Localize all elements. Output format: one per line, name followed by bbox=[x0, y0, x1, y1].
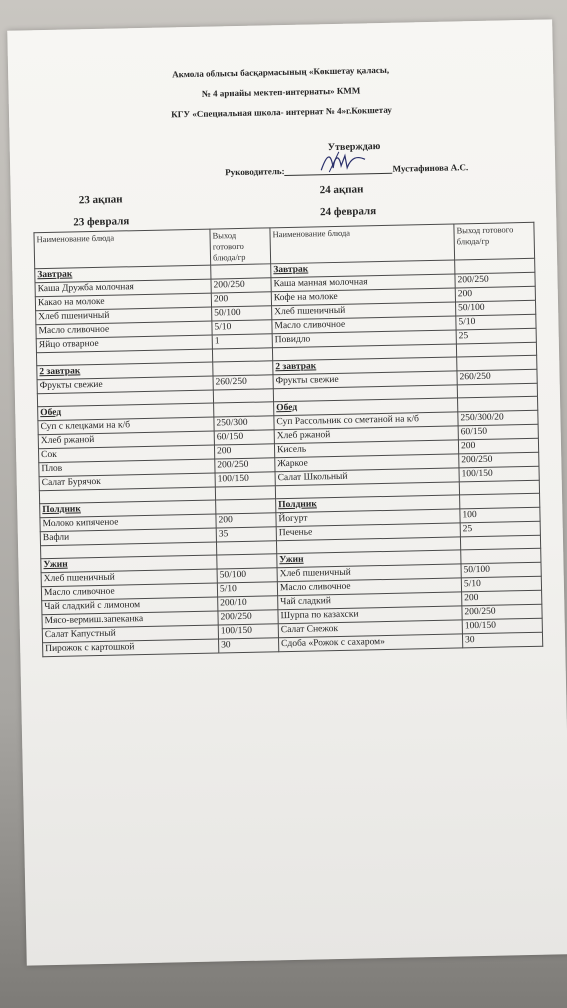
dish-yield: 35 bbox=[216, 527, 276, 542]
dish-yield: 200/250 bbox=[211, 278, 271, 293]
dish-name: Хлеб пшеничный bbox=[41, 569, 217, 587]
dish-name: Кисель bbox=[274, 440, 458, 458]
dish-name: Салат Бурячок bbox=[39, 473, 215, 491]
dish-name: Пирожок с картошкой bbox=[43, 639, 219, 657]
dish-yield bbox=[214, 402, 274, 417]
dish-name: Повидло bbox=[272, 330, 456, 348]
dish-name: Фрукты свежие bbox=[37, 376, 213, 394]
dish-name: Салат Капустный bbox=[42, 625, 218, 643]
approval-title: Утверждаю bbox=[327, 141, 381, 154]
dish-yield: 200 bbox=[214, 444, 274, 459]
dish-yield: 100/150 bbox=[462, 618, 542, 634]
header-line-2: № 4 арнайы мектеп-интернаты» КММ bbox=[201, 85, 361, 99]
dish-yield: 50/100 bbox=[461, 562, 541, 578]
director-name: Мустафинова А.С. bbox=[392, 162, 469, 174]
dish-name: Хлеб пшеничный bbox=[36, 307, 212, 325]
dish-yield: 25 bbox=[456, 328, 536, 344]
dish-yield bbox=[215, 486, 275, 500]
dish-name: Какао на молоке bbox=[35, 293, 211, 311]
dish-name: Хлеб пшеничный bbox=[272, 302, 456, 320]
dish-yield bbox=[211, 264, 271, 279]
dish-yield bbox=[212, 348, 272, 362]
dish-yield: 200/250 bbox=[462, 604, 542, 620]
dish-yield: 50/100 bbox=[456, 300, 536, 316]
dish-name: Хлеб пшеничный bbox=[277, 564, 461, 582]
dish-name: Сок bbox=[38, 445, 214, 463]
section-title: Полдник bbox=[40, 500, 216, 518]
section-title: Ужин bbox=[277, 550, 461, 568]
section-title: Полдник bbox=[276, 495, 460, 513]
dish-yield: 5/10 bbox=[461, 576, 541, 592]
menu-table bbox=[33, 222, 543, 657]
dish-name: Вафли bbox=[40, 528, 216, 546]
dish-name: Йогурт bbox=[276, 509, 460, 527]
date-right-ru: 24 февраля bbox=[319, 205, 377, 219]
dish-name: Чай сладкий bbox=[278, 592, 462, 610]
date-left-ru: 23 февраля bbox=[73, 215, 130, 229]
dish-name: Чай сладкий с лимоном bbox=[42, 597, 218, 615]
dish-name: Мясо-вермиш.запеканка bbox=[42, 611, 218, 629]
dish-yield: 60/150 bbox=[214, 430, 274, 445]
dish-name: Суп с клецками на к/б bbox=[38, 417, 214, 435]
dish-yield: 200 bbox=[216, 513, 276, 528]
dish-yield: 250/300 bbox=[214, 416, 274, 431]
dish-yield: 200/250 bbox=[215, 458, 275, 473]
dish-name: Шурпа по казахски bbox=[278, 606, 462, 624]
dish-yield bbox=[217, 554, 277, 569]
director-label: Руководитель: bbox=[225, 166, 285, 178]
column-header: Наименование блюда bbox=[34, 229, 211, 269]
dish-name: Сдоба «Рожок с сахаром» bbox=[278, 634, 462, 652]
dish-name: Хлеб ржаной bbox=[274, 426, 458, 444]
dish-yield: 60/150 bbox=[458, 424, 538, 440]
approval-line bbox=[225, 159, 468, 177]
date-right-kz: 24 ақпан bbox=[319, 183, 364, 197]
dish-yield: 200/250 bbox=[218, 610, 278, 625]
dish-name: Яйцо отварное bbox=[36, 335, 212, 353]
dish-name: Фрукты свежие bbox=[273, 371, 457, 389]
dish-yield: 260/250 bbox=[213, 375, 273, 390]
dish-yield: 5/10 bbox=[217, 582, 277, 597]
column-header: Выход готового блюда/гр bbox=[210, 228, 271, 265]
dish-yield: 5/10 bbox=[456, 314, 536, 330]
dish-yield: 200/250 bbox=[455, 272, 535, 288]
dish-yield bbox=[216, 499, 276, 514]
dish-yield: 100/150 bbox=[218, 624, 278, 639]
dish-name: Масло сливочное bbox=[277, 578, 461, 596]
section-title: Завтрак bbox=[35, 265, 211, 283]
dish-name: Молоко кипяченое bbox=[40, 514, 216, 532]
dish-yield: 200 bbox=[455, 286, 535, 302]
menu-document bbox=[7, 19, 567, 965]
dish-yield: 100 bbox=[460, 507, 540, 523]
column-header: Наименование блюда bbox=[270, 224, 455, 264]
section-title: Обед bbox=[274, 398, 458, 416]
header-line-1: Акмола облысы басқармасының «Көкшетау қаласы, bbox=[172, 64, 390, 80]
dish-yield: 250/300/20 bbox=[458, 410, 538, 426]
dish-name: Хлеб ржаной bbox=[38, 431, 214, 449]
dish-yield bbox=[213, 389, 273, 403]
dish-yield: 100/150 bbox=[215, 472, 275, 487]
signature bbox=[284, 161, 392, 176]
dish-yield: 200/250 bbox=[459, 452, 539, 468]
section-title: Обед bbox=[38, 403, 214, 421]
dish-yield: 200 bbox=[211, 292, 271, 307]
signature-icon bbox=[319, 149, 370, 176]
dish-name: Суп Рассольник со сметаной на к/б bbox=[274, 412, 458, 430]
dish-yield: 30 bbox=[219, 638, 279, 653]
dish-name: Кофе на молоке bbox=[271, 288, 455, 306]
dish-yield: 25 bbox=[460, 521, 540, 537]
dish-yield: 50/100 bbox=[212, 306, 272, 321]
dish-yield: 200 bbox=[458, 438, 538, 454]
dish-name: Масло сливочное bbox=[272, 316, 456, 334]
dish-yield: 200 bbox=[462, 590, 542, 606]
dish-yield: 200/10 bbox=[218, 596, 278, 611]
dish-yield bbox=[216, 541, 276, 555]
column-header: Выход готового блюда/гр bbox=[454, 222, 535, 260]
date-left-kz: 23 ақпан bbox=[78, 193, 123, 207]
dish-name: Масло сливочное bbox=[41, 583, 217, 601]
dish-name: Салат Школьный bbox=[275, 468, 459, 486]
section-title: Ужин bbox=[41, 555, 217, 573]
dish-yield: 1 bbox=[212, 334, 272, 349]
dish-name: Масло сливочное bbox=[36, 321, 212, 339]
dish-name: Печенье bbox=[276, 523, 460, 541]
dish-yield: 260/250 bbox=[457, 369, 537, 385]
dish-name: Плов bbox=[39, 459, 215, 477]
dish-name: Салат Снежок bbox=[278, 620, 462, 638]
dish-yield: 50/100 bbox=[217, 568, 277, 583]
dish-yield bbox=[213, 361, 273, 376]
dish-yield: 100/150 bbox=[459, 466, 539, 482]
dish-name: Жаркое bbox=[275, 454, 459, 472]
dish-name: Каша манная молочная bbox=[271, 274, 455, 292]
dish-yield: 5/10 bbox=[212, 320, 272, 335]
section-title: Завтрак bbox=[271, 260, 455, 278]
section-title: 2 завтрак bbox=[37, 362, 213, 380]
dish-yield: 30 bbox=[462, 632, 542, 648]
section-title: 2 завтрак bbox=[273, 357, 457, 375]
dish-name: Каша Дружба молочная bbox=[35, 279, 211, 297]
header-line-3: КГУ «Специальная школа- интернат № 4»г.Кокшетау bbox=[171, 104, 392, 120]
